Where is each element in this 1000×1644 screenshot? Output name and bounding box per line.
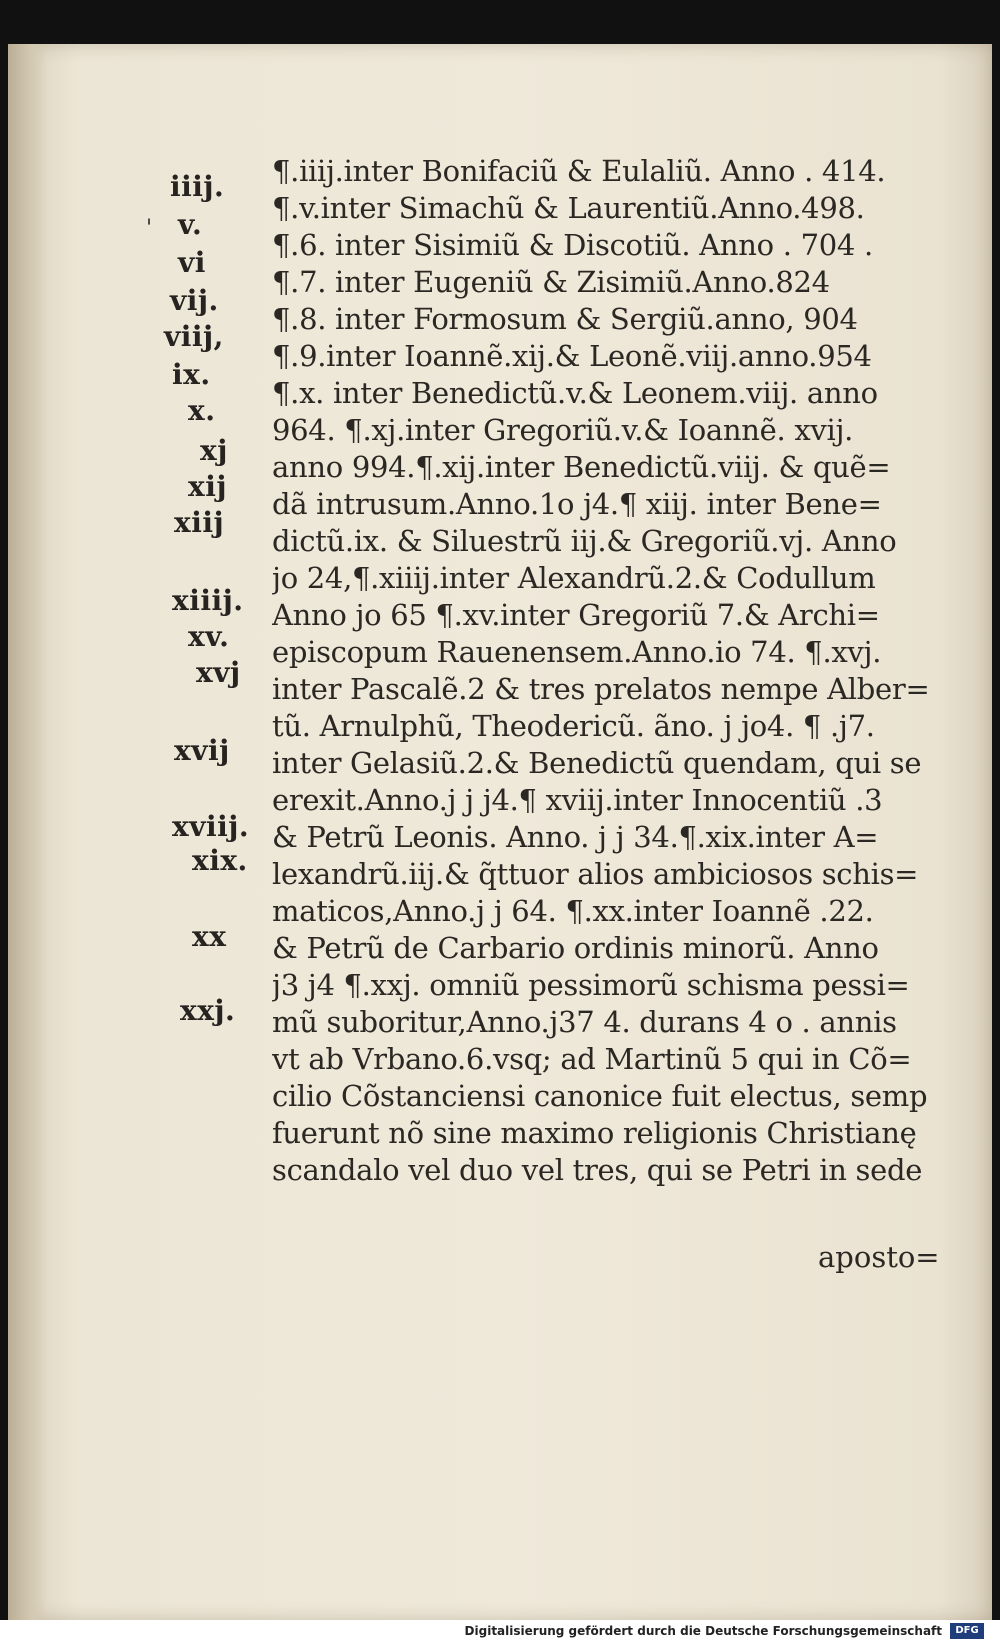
text-line: inter Gelasiũ.2.& Benedictũ quendam, qui se [272,746,922,780]
margin-number: xj [200,434,228,467]
margin-number: xv. [188,620,230,653]
margin-number: x. [188,394,216,427]
text-line: & Petrũ Leonis. Anno. j j 34.¶.xix.inter A= [272,820,879,854]
margin-number: xvij [174,734,230,767]
text-line: anno 994.¶.xij.inter Benedictũ.viij. & quẽ= [272,450,891,484]
text-line: fuerunt nõ sine maximo religionis Christianę [272,1116,917,1150]
text-line: vt ab Vrbano.6.vsq; ad Martinũ 5 qui in Cõ= [272,1042,912,1076]
text-line: mũ suboritur,Anno.j37 4. durans 4 o . annis [272,1005,897,1039]
margin-number: vij. [170,284,219,317]
text-line: & Petrũ de Carbario ordinis minorũ. Anno [272,931,879,965]
text-line: jo 24,¶.xiiij.inter Alexandrũ.2.& Codullum [272,561,876,595]
margin-number: ix. [172,358,211,391]
text-line: dictũ.ix. & Siluestrũ iij.& Gregoriũ.vj. Anno [272,524,897,558]
text-line: ¶.9.inter Ioannẽ.xij.& Leonẽ.viij.anno.954 [272,339,872,373]
text-line: erexit.Anno.j j j4.¶ xviij.inter Innocentiũ .3 [272,783,883,817]
margin-number: viij, [164,320,224,353]
margin-number: iiij. [170,170,225,203]
margin-number: vi [178,246,206,279]
margin-mark: ' [146,216,153,241]
text-line: lexandrũ.iij.& q̃ttuor alios ambiciosos schis= [272,857,919,891]
text-line: ¶.x. inter Benedictũ.v.& Leonem.viij. anno [272,376,878,410]
text-line: scandalo vel duo vel tres, qui se Petri in sede [272,1153,923,1187]
catchword: aposto= [818,1240,940,1274]
margin-number: v. [178,208,203,241]
text-line: ¶.iiij.inter Bonifaciũ & Eulaliũ. Anno . 414. [272,154,886,188]
margin-number: xiiij. [172,584,244,617]
text-line: 964. ¶.xj.inter Gregoriũ.v.& Ioannẽ. xvij. [272,413,854,447]
text-line: tũ. Arnulphũ, Theodericũ. ãno. j jo4. ¶ .j7. [272,709,875,743]
footer-bar [0,1620,1000,1644]
text-line: ¶.v.inter Simachũ & Laurentiũ.Anno.498. [272,191,865,225]
text-line: j3 j4 ¶.xxj. omniũ pessimorũ schisma pessi= [272,968,910,1002]
text-line: dã intrusum.Anno.1o j4.¶ xiij. inter Bene= [272,487,882,521]
text-line: Anno jo 65 ¶.xv.inter Gregoriũ 7.& Archi= [272,598,880,632]
text-line: ¶.6. inter Sisimiũ & Discotiũ. Anno . 704 . [272,228,873,262]
margin-numerals [158,44,258,1620]
text-line: episcopum Rauenensem.Anno.io 74. ¶.xvj. [272,635,882,669]
margin-number: xiij [174,506,225,539]
page-gutter-shadow [8,44,48,1620]
text-line: ¶.7. inter Eugeniũ & Zisimiũ.Anno.824 [272,265,830,299]
dfg-logo: DFG [950,1623,984,1639]
margin-number: xij [188,470,227,503]
margin-number: xix. [192,844,248,877]
margin-number: xvj [196,656,241,689]
text-line: inter Pascalẽ.2 & tres prelatos nempe Alber= [272,672,930,706]
margin-number: xxj. [180,994,236,1027]
text-line: cilio Cõstanciensi canonice fuit electus, semp [272,1079,928,1113]
margin-number: xx [192,920,227,953]
text-line: maticos,Anno.j j 64. ¶.xx.inter Ioannẽ .22. [272,894,874,928]
text-line: ¶.8. inter Formosum & Sergiũ.anno, 904 [272,302,858,336]
margin-number: xviij. [172,810,250,843]
funding-credit: Digitalisierung gefördert durch die Deutsche Forschungsgemeinschaft [464,1624,942,1638]
book-page [8,44,992,1620]
